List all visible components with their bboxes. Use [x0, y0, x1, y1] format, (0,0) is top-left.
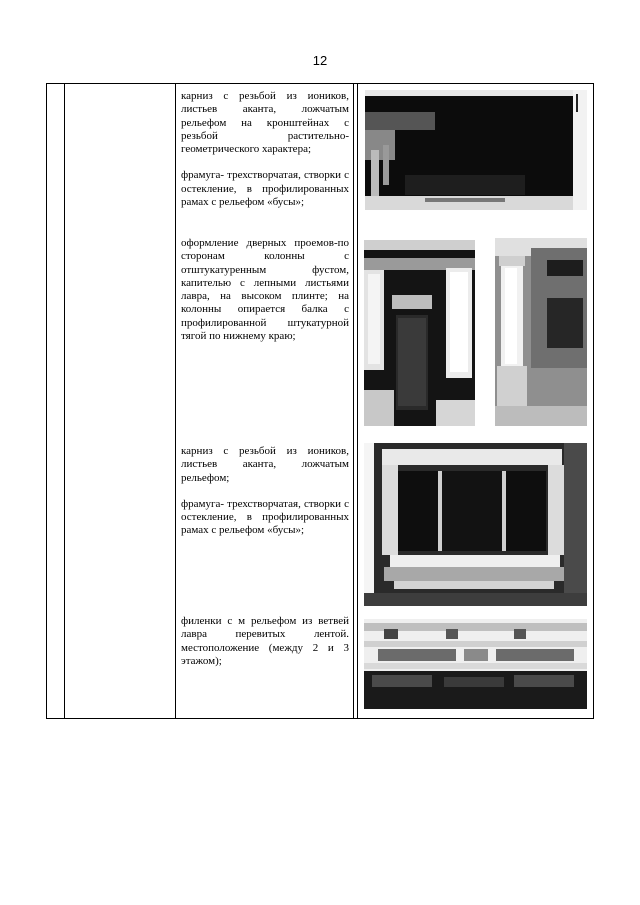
column-divider	[64, 84, 65, 718]
column-divider	[175, 84, 176, 718]
description-table	[46, 83, 594, 719]
row-4-description	[181, 615, 349, 681]
page-number: 12	[312, 53, 328, 68]
description-paragraph: фрамуга- трехстворчатая, створки с остекление, в профилированных рамах с рельефом «бусы»;	[181, 497, 349, 537]
laurel-panel-photo	[364, 619, 587, 709]
row-3-description	[181, 445, 349, 551]
column-detail-photo	[495, 238, 587, 426]
column-divider	[353, 84, 358, 718]
row-2-description	[181, 237, 349, 356]
description-paragraph: карниз с резьбой из иоников, листьев аканта, ложчатым рельефом;	[181, 445, 349, 484]
doorway-columns-photo	[364, 240, 475, 426]
cornice-bracket-photo	[365, 90, 587, 210]
row-1-description	[181, 90, 349, 222]
description-paragraph: филенки с м рельефом из ветвей лавра перевитых лентой. местоположение (между 2 и 3 этажом);	[181, 615, 349, 667]
description-paragraph: фрамуга- трехстворчатая, створки с остекление, в профилированных рамах с рельефом «бусы»;	[181, 169, 349, 209]
transom-cornice-photo	[364, 443, 587, 606]
description-paragraph: карниз с резьбой из иоников, листьев аканта, ложчатым рельефом на кронштейнах с резьбой растительно-геометрического характера;	[181, 90, 349, 156]
description-paragraph: оформление дверных проемов-по сторонам колонны с отштукатуренным фустом, капителью с лепными листьями лавра, на высоком плинте; на колонны опирается балка с профилированной штукатурной тягой по нижнему краю;	[181, 237, 349, 343]
